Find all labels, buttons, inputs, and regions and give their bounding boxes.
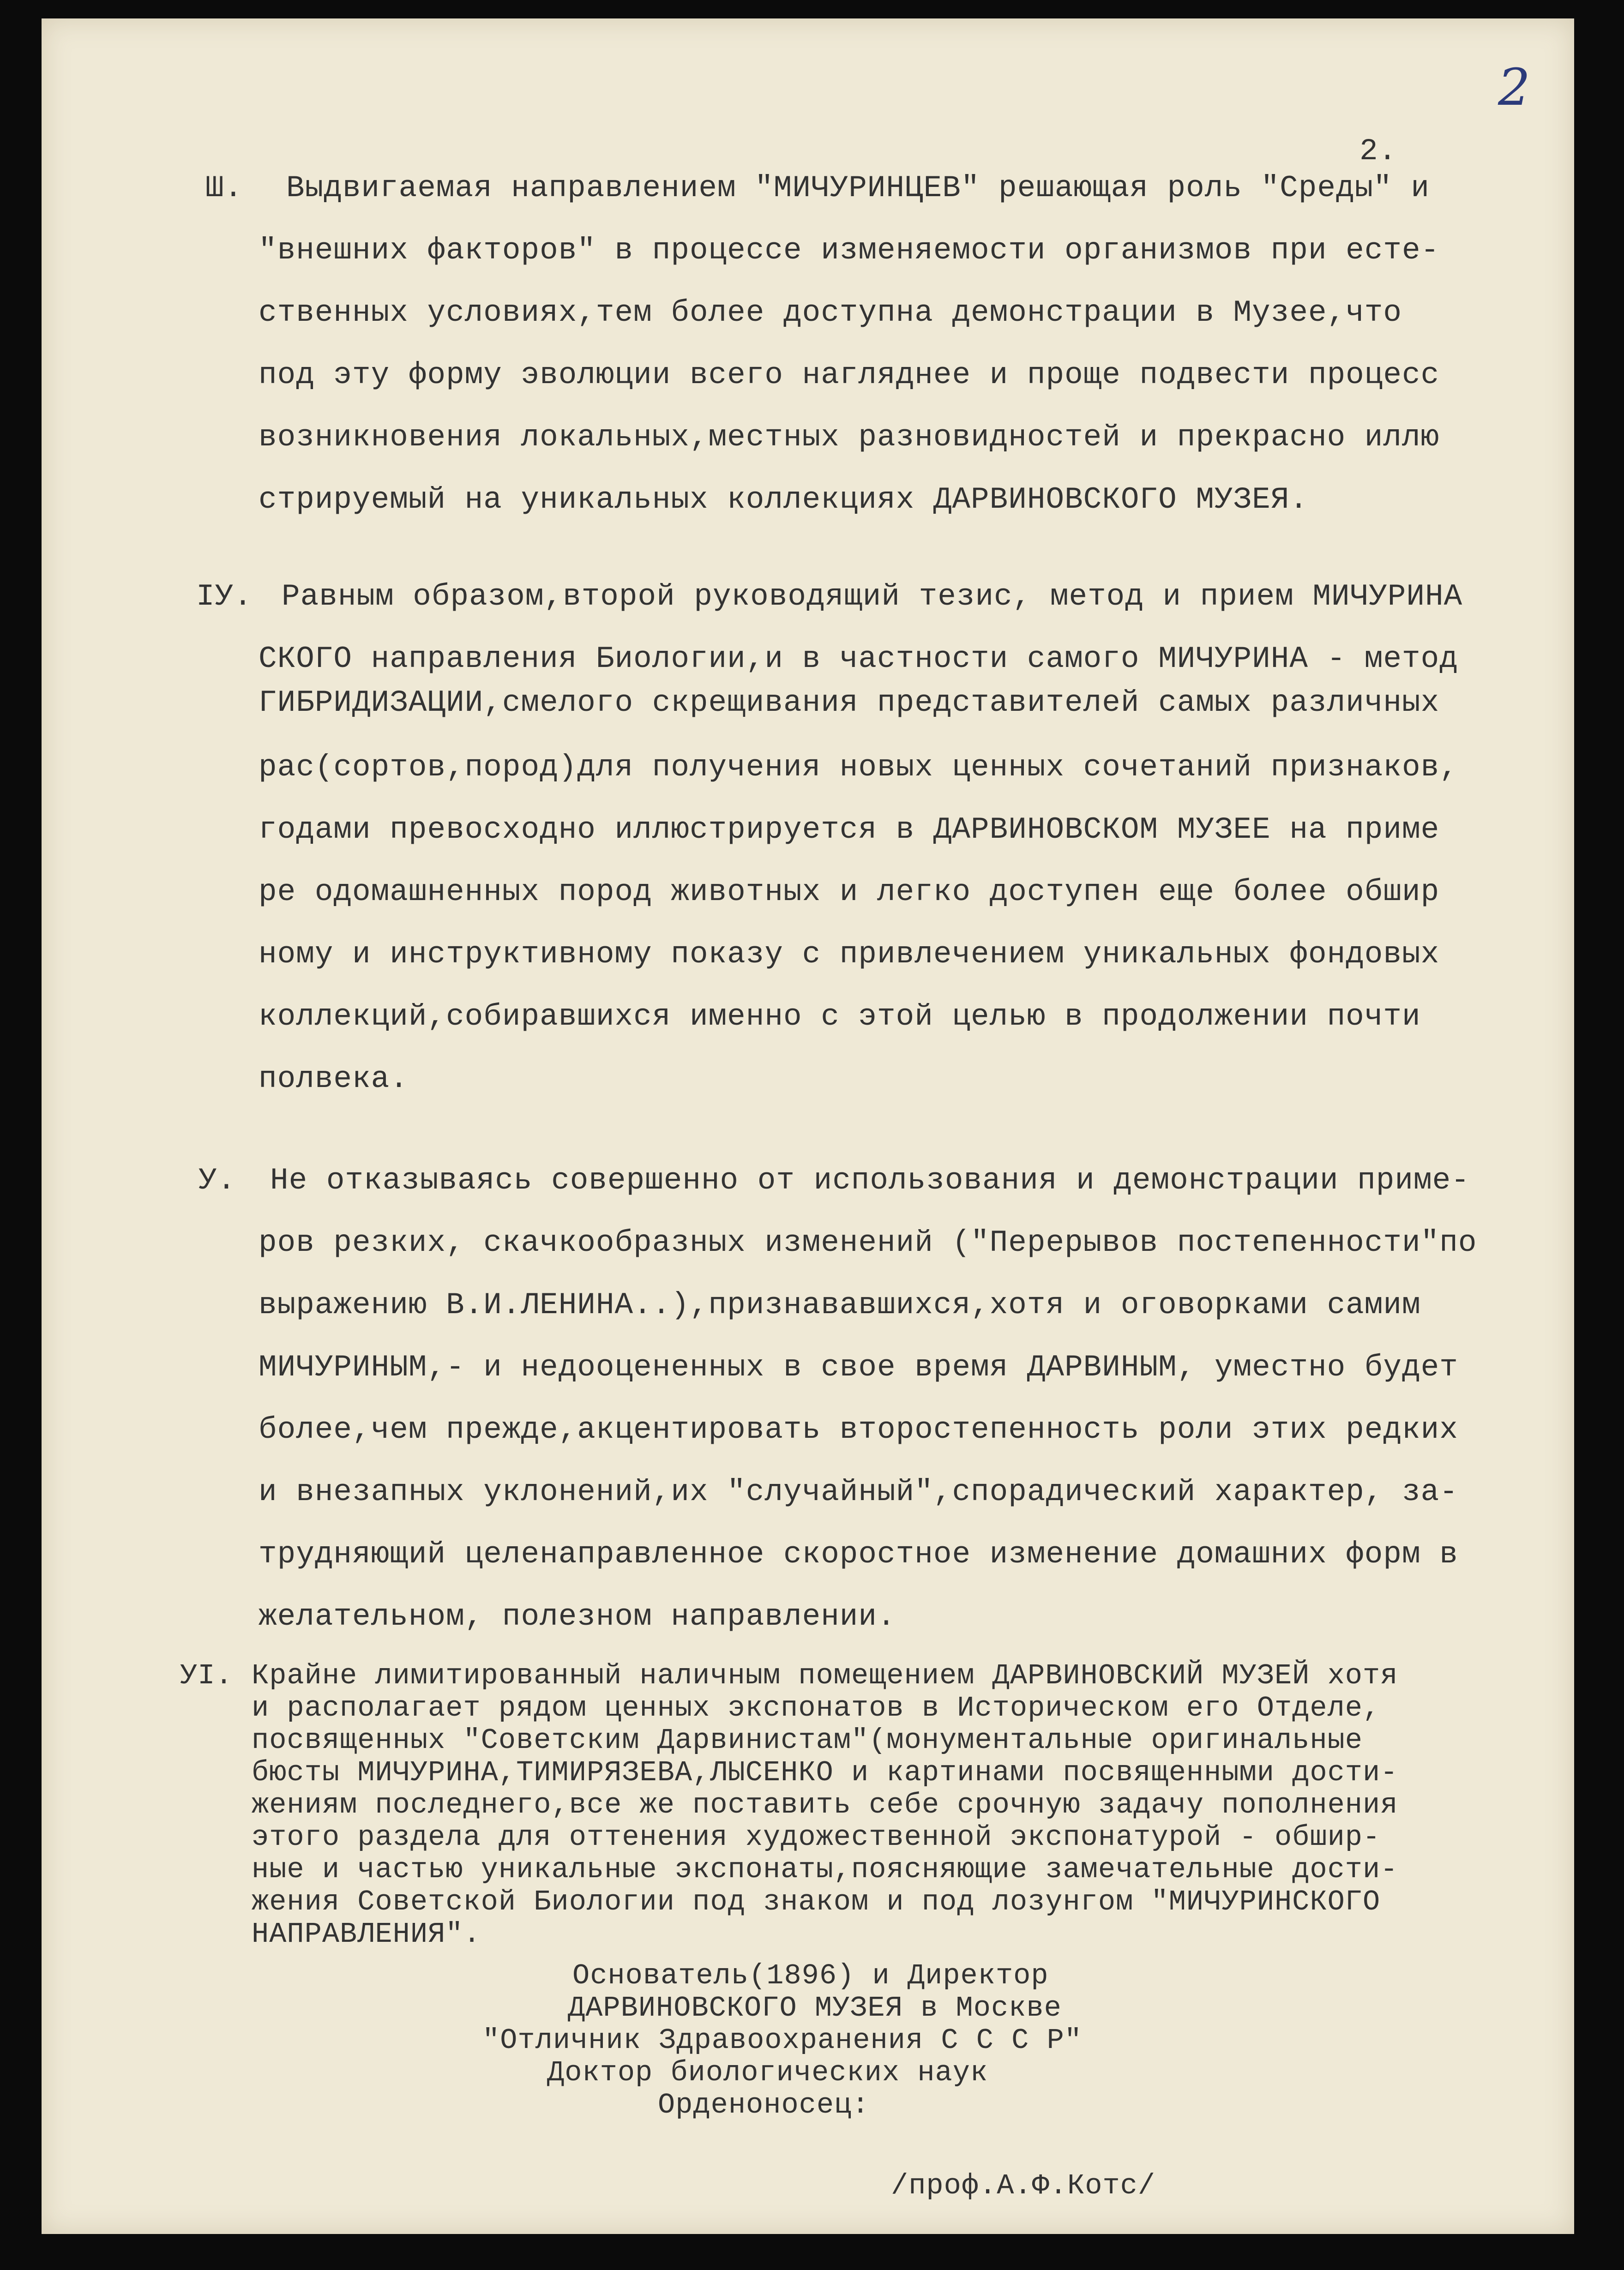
section-iii-line-3: ственных условиях,тем более доступна демонстрации в Музее,что [259, 295, 1402, 330]
section-v-line-4: МИЧУРИНЫМ,- и недооцененных в свое время ДАРВИНЫМ, уместно будет [259, 1350, 1458, 1385]
signature-title-5: Орденоносец: [658, 2089, 870, 2121]
section-iv-line-9: полвека. [259, 1062, 409, 1096]
section-vi-line-2: и располагает рядом ценных экспонатов в Историческом его Отделе, [252, 1692, 1381, 1724]
section-iv-line-6: ре одомашненных пород животных и легко доступен еще более обшир [259, 875, 1440, 909]
section-v-line-3: выражению В.И.ЛЕНИНА..),признававшихся,хотя и оговорками самим [259, 1288, 1421, 1322]
signature-title-3: "Отличник Здравоохранения С С С Р" [482, 2024, 1083, 2057]
section-v-line-1: Не отказываясь совершенно от использования и демонстрации приме- [270, 1163, 1470, 1198]
section-vi-line-6: этого раздела для оттенения художественной экспонатурой - обшир- [252, 1821, 1381, 1854]
section-iv-line-4: рас(сортов,пород)для получения новых ценных сочетаний признаков, [259, 750, 1458, 785]
section-iii-numeral: Ш. [205, 171, 243, 205]
section-v-line-7: трудняющий целенаправленное скоростное изменение домашних форм в [259, 1537, 1458, 1572]
document-page [42, 18, 1574, 2234]
section-vi-line-8: жения Советской Биологии под знаком и под лозунгом "МИЧУРИНСКОГО [252, 1886, 1381, 1918]
section-vi-line-7: ные и частью уникальные экспонаты,поясняющие замечательные дости- [252, 1853, 1398, 1886]
section-v-numeral: У. [198, 1163, 236, 1198]
section-v-line-6: и внезапных уклонений,их "случайный",спорадический характер, за- [259, 1475, 1458, 1509]
section-iii-line-5: возникновения локальных,местных разновидностей и прекрасно иллю [259, 420, 1440, 455]
section-iv-line-7: ному и инструктивному показу с привлечением уникальных фондовых [259, 937, 1440, 972]
section-iv-line-8: коллекций,собиравшихся именно с этой целью в продолжении почти [259, 999, 1421, 1034]
section-iv-line-5: годами превосходно иллюстрируется в ДАРВИНОВСКОМ МУЗЕЕ на приме [259, 812, 1440, 847]
page-number: 2. [1359, 134, 1397, 168]
section-iv-numeral: IУ. [196, 579, 253, 614]
signature-title-1: Основатель(1896) и Директор [572, 1959, 1049, 1992]
section-vi-line-1: Крайне лимитированный наличным помещением ДАРВИНОВСКИЙ МУЗЕЙ хотя [252, 1659, 1398, 1692]
section-iii-line-2: "внешних факторов" в процессе изменяемости организмов при есте- [259, 233, 1440, 268]
section-iv-line-3: ГИБРИДИЗАЦИИ,смелого скрещивания представителей самых различных [259, 685, 1440, 720]
section-vi-line-4: бюсты МИЧУРИНА,ТИМИРЯЗЕВА,ЛЫСЕНКО и картинами посвященными дости- [252, 1756, 1398, 1789]
section-iii-line-1: Выдвигаемая направлением "МИЧУРИНЦЕВ" решающая роль "Среды" и [286, 171, 1430, 205]
section-vi-line-3: посвященных "Советским Дарвинистам"(монументальные оригинальные [252, 1724, 1363, 1757]
section-v-line-2: ров резких, скачкообразных изменений ("Перерывов постепенности"по [259, 1225, 1477, 1260]
signature-name: /проф.А.Ф.Котс/ [891, 2169, 1156, 2202]
section-iv-line-2: СКОГО направления Биологии,и в частности самого МИЧУРИНА - метод [259, 642, 1458, 676]
signature-title-4: Доктор биологических наук [547, 2056, 988, 2089]
section-v-line-8: желательном, полезном направлении. [259, 1599, 896, 1634]
section-v-line-5: более,чем прежде,акцентировать второстепенность роли этих редких [259, 1412, 1458, 1447]
section-vi-line-5: жениям последнего,все же поставить себе срочную задачу пополнения [252, 1789, 1398, 1821]
archive-folio-number: 2 [1498, 58, 1530, 117]
section-vi-line-9: НАПРАВЛЕНИЯ". [252, 1918, 481, 1951]
section-iv-line-1: Равным образом,второй руководящий тезис, метод и прием МИЧУРИНА [282, 579, 1463, 614]
section-vi-numeral: УI. [180, 1659, 233, 1692]
signature-title-2: ДАРВИНОВСКОГО МУЗЕЯ в Москве [568, 1992, 1062, 2024]
section-iii-line-6: стрируемый на уникальных коллекциях ДАРВИНОВСКОГО МУЗЕЯ. [259, 482, 1308, 517]
section-iii-line-4: под эту форму эволюции всего нагляднее и проще подвести процесс [259, 358, 1440, 392]
